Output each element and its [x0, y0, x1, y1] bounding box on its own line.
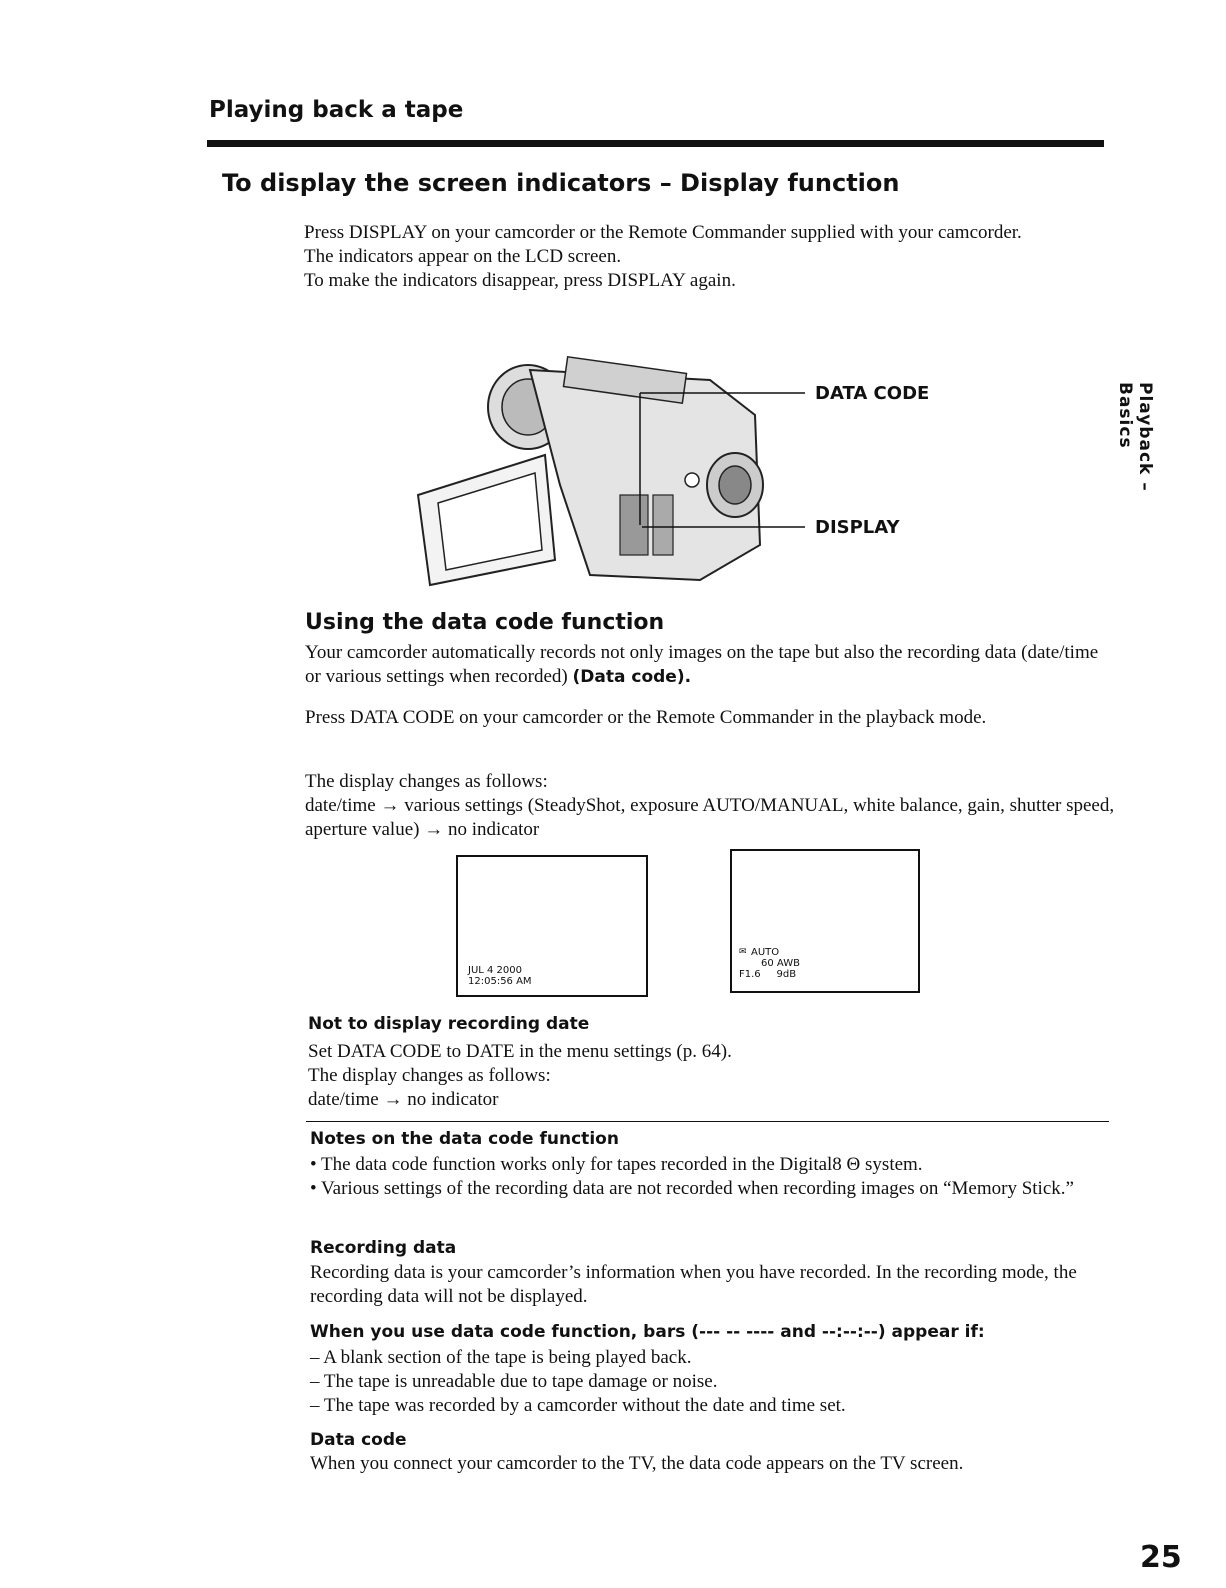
data-code-term: (Data code). — [572, 667, 692, 687]
bars-item-2: – The tape is unreadable due to tape damage or noise. — [310, 1371, 718, 1392]
bars-list — [310, 1346, 1100, 1418]
intro-paragraph — [304, 221, 1094, 293]
display-changes-line: The display changes as follows: — [305, 771, 548, 792]
screen2-row-2: 60 AWB — [761, 958, 800, 969]
header-title: Playing back a tape — [209, 97, 464, 123]
bars-item-1: – A blank section of the tape is being played back. — [310, 1347, 692, 1368]
not-display-no-indicator: no indicator — [407, 1089, 499, 1110]
screen2-row-3: F1.6 9dB — [739, 969, 797, 980]
screen1-date: JUL 4 2000 — [468, 965, 523, 976]
screen2-auto: AUTO — [751, 947, 780, 958]
intro-line-2: The indicators appear on the LCD screen. — [304, 246, 622, 267]
data-code-paragraph-1-text: Your camcorder automatically records not only images on the tape but also the recording data (date/time or various settings when recorded) — [305, 642, 1099, 687]
intro-line-3: To make the indicators disappear, press DISPLAY again. — [304, 270, 736, 291]
callout-display: DISPLAY — [815, 517, 900, 538]
steadyshot-icon: ✉ — [739, 947, 747, 957]
screen2-row-1 — [739, 947, 800, 958]
recording-data-text: Recording data is your camcorder’s information when you have recorded. In the recording mode, the recording data will not be displayed. — [310, 1262, 1077, 1307]
bars-title: When you use data code function, bars (--- -- ---- and --:--:--) appear if: — [310, 1322, 985, 1342]
recording-data-title: Recording data — [310, 1238, 457, 1258]
notes-bullet-2: • Various settings of the recording data are not recorded when recording images on “Memory Stick.” — [310, 1178, 1074, 1199]
seq-various-settings: various settings (SteadyShot, exposure AUTO/MANUAL, white balance, gain, shutter speed, aperture value) — [305, 795, 1115, 840]
camcorder-figure — [410, 345, 970, 595]
screen1-time: 12:05:56 AM — [468, 976, 532, 987]
seq-date-time: date/time — [305, 795, 376, 816]
not-display-title: Not to display recording date — [308, 1014, 590, 1034]
notes-title: Notes on the data code function — [310, 1129, 619, 1149]
data-code-paragraph-1 — [305, 641, 1105, 689]
side-tab — [1095, 372, 1155, 532]
arrow-icon: → — [383, 1089, 403, 1110]
display-sequence — [305, 794, 1115, 842]
intro-line-1: Press DISPLAY on your camcorder or the Remote Commander supplied with your camcorder. — [304, 222, 1022, 243]
screen1-osd — [468, 965, 532, 987]
header-rule — [207, 140, 1104, 147]
not-display-text — [308, 1040, 1088, 1112]
data-code-note-title: Data code — [310, 1430, 407, 1450]
callout-data-code: DATA CODE — [815, 383, 930, 404]
page-number: 25 — [1140, 1540, 1182, 1575]
screen-date-time — [456, 855, 648, 997]
not-display-line-1: Set DATA CODE to DATE in the menu settings (p. 64). — [308, 1041, 732, 1062]
notes-list — [310, 1153, 1100, 1201]
bars-item-3: – The tape was recorded by a camcorder without the date and time set. — [310, 1395, 846, 1416]
data-code-section-title: Using the data code function — [305, 610, 665, 635]
not-display-date-time: date/time — [308, 1089, 379, 1110]
data-code-paragraph-2: Press DATA CODE on your camcorder or the Remote Commander in the playback mode. — [305, 707, 987, 728]
arrow-icon: → — [424, 819, 444, 840]
arrow-icon: → — [380, 795, 400, 816]
side-tab-label: Playback – Basics — [1115, 382, 1155, 492]
not-display-line-3 — [308, 1088, 1088, 1112]
seq-no-indicator: no indicator — [447, 819, 540, 840]
data-code-paragraph-3 — [305, 770, 1115, 842]
not-display-line-2: The display changes as follows: — [308, 1065, 551, 1086]
notes-divider — [306, 1121, 1109, 1122]
notes-bullet-1: • The data code function works only for tapes recorded in the Digital8 Θ system. — [310, 1154, 923, 1175]
screen2-osd — [739, 947, 800, 980]
screen-settings — [730, 849, 920, 993]
section-title: To display the screen indicators – Display function — [222, 169, 900, 197]
data-code-note-text: When you connect your camcorder to the TV, the data code appears on the TV screen. — [310, 1453, 964, 1474]
